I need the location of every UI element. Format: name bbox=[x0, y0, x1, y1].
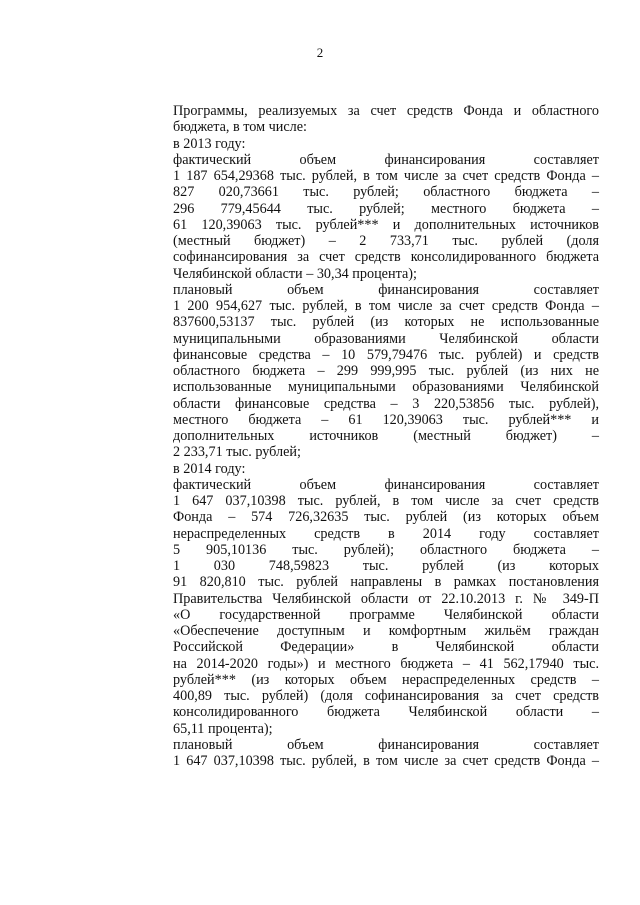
text-line: нераспределенных средств в 2014 году составляет bbox=[173, 525, 599, 542]
text-line: «О государственной программе Челябинской области bbox=[173, 606, 599, 623]
text-line: областного бюджета – 299 999,995 тыс. рублей (из них не bbox=[173, 363, 599, 379]
text-line: 400,89 тыс. рублей) (доля софинансирования за счет средств bbox=[173, 688, 599, 704]
text-line: 5 905,10136 тыс. рублей); областного бюджета – bbox=[173, 541, 599, 558]
text-line: консолидированного бюджета Челябинской области – bbox=[173, 704, 599, 721]
text-line: 827 020,73661 тыс. рублей; областного бюджета – bbox=[173, 184, 599, 201]
text-line: 2 233,71 тыс. рублей; bbox=[173, 444, 301, 461]
text-line: в 2014 году: bbox=[173, 460, 246, 477]
text-line: 1 030 748,59823 тыс. рублей (из которых bbox=[173, 558, 599, 574]
text-line: на 2014-2020 годы») и местного бюджета – 41 562,17940 тыс. bbox=[173, 655, 599, 672]
text-line: 65,11 процента); bbox=[173, 720, 273, 737]
text-line: области финансовые средства – 3 220,53856 тыс. рублей), bbox=[173, 395, 599, 412]
text-line: Программы, реализуемых за счет средств Фонда и областного bbox=[173, 103, 599, 119]
text-line: местного бюджета – 61 120,39063 тыс. рублей*** и bbox=[173, 411, 599, 428]
text-line: 91 820,810 тыс. рублей направлены в рамках постановления bbox=[173, 574, 599, 591]
text-line: Фонда – 574 726,32635 тыс. рублей (из которых объем bbox=[173, 509, 599, 526]
text-line: плановый объем финансирования составляет bbox=[173, 281, 599, 298]
text-line: «Обеспечение доступным и комфортным жильём граждан bbox=[173, 623, 599, 639]
text-line: софинансирования за счет средств консолидированного бюджета bbox=[173, 249, 599, 266]
text-line: муниципальными образованиями Челябинской области bbox=[173, 330, 599, 347]
text-line: 61 120,39063 тыс. рублей*** и дополнительных источников bbox=[173, 216, 599, 233]
text-line: плановый объем финансирования составляет bbox=[173, 736, 599, 753]
text-line: Правительства Челябинской области от 22.10.2013 г. № 349-П bbox=[173, 590, 599, 607]
text-line: фактический объем финансирования составляет bbox=[173, 476, 599, 493]
text-line: Челябинской области – 30,34 процента); bbox=[173, 265, 417, 282]
text-line: использованные муниципальными образованиями Челябинской bbox=[173, 379, 599, 396]
text-line: 1 187 654,29368 тыс. рублей, в том числе за счет средств Фонда – bbox=[173, 168, 599, 184]
text-line: 296 779,45644 тыс. рублей; местного бюджета – bbox=[173, 200, 599, 217]
page-number: 2 bbox=[316, 45, 324, 60]
text-line: бюджета, в том числе: bbox=[173, 119, 307, 136]
text-line: (местный бюджет) – 2 733,71 тыс. рублей (доля bbox=[173, 233, 599, 249]
text-line: фактический объем финансирования составляет bbox=[173, 151, 599, 168]
text-line: 1 200 954,627 тыс. рублей, в том числе за счет средств Фонда – bbox=[173, 298, 599, 314]
text-line: финансовые средства – 10 579,79476 тыс. рублей) и средств bbox=[173, 346, 599, 363]
text-line: 1 647 037,10398 тыс. рублей, в том числе за счет средств Фонда – bbox=[173, 753, 599, 769]
text-line: дополнительных источников (местный бюджет) – bbox=[173, 428, 599, 444]
text-line: рублей*** (из которых объем нераспределенных средств – bbox=[173, 671, 599, 688]
document-text-body bbox=[173, 103, 599, 769]
text-line: Российской Федерации» в Челябинской области bbox=[173, 639, 599, 656]
text-line: 837600,53137 тыс. рублей (из которых не использованные bbox=[173, 314, 599, 331]
text-line: 1 647 037,10398 тыс. рублей, в том числе за счет средств bbox=[173, 493, 599, 509]
text-line: в 2013 году: bbox=[173, 135, 246, 152]
